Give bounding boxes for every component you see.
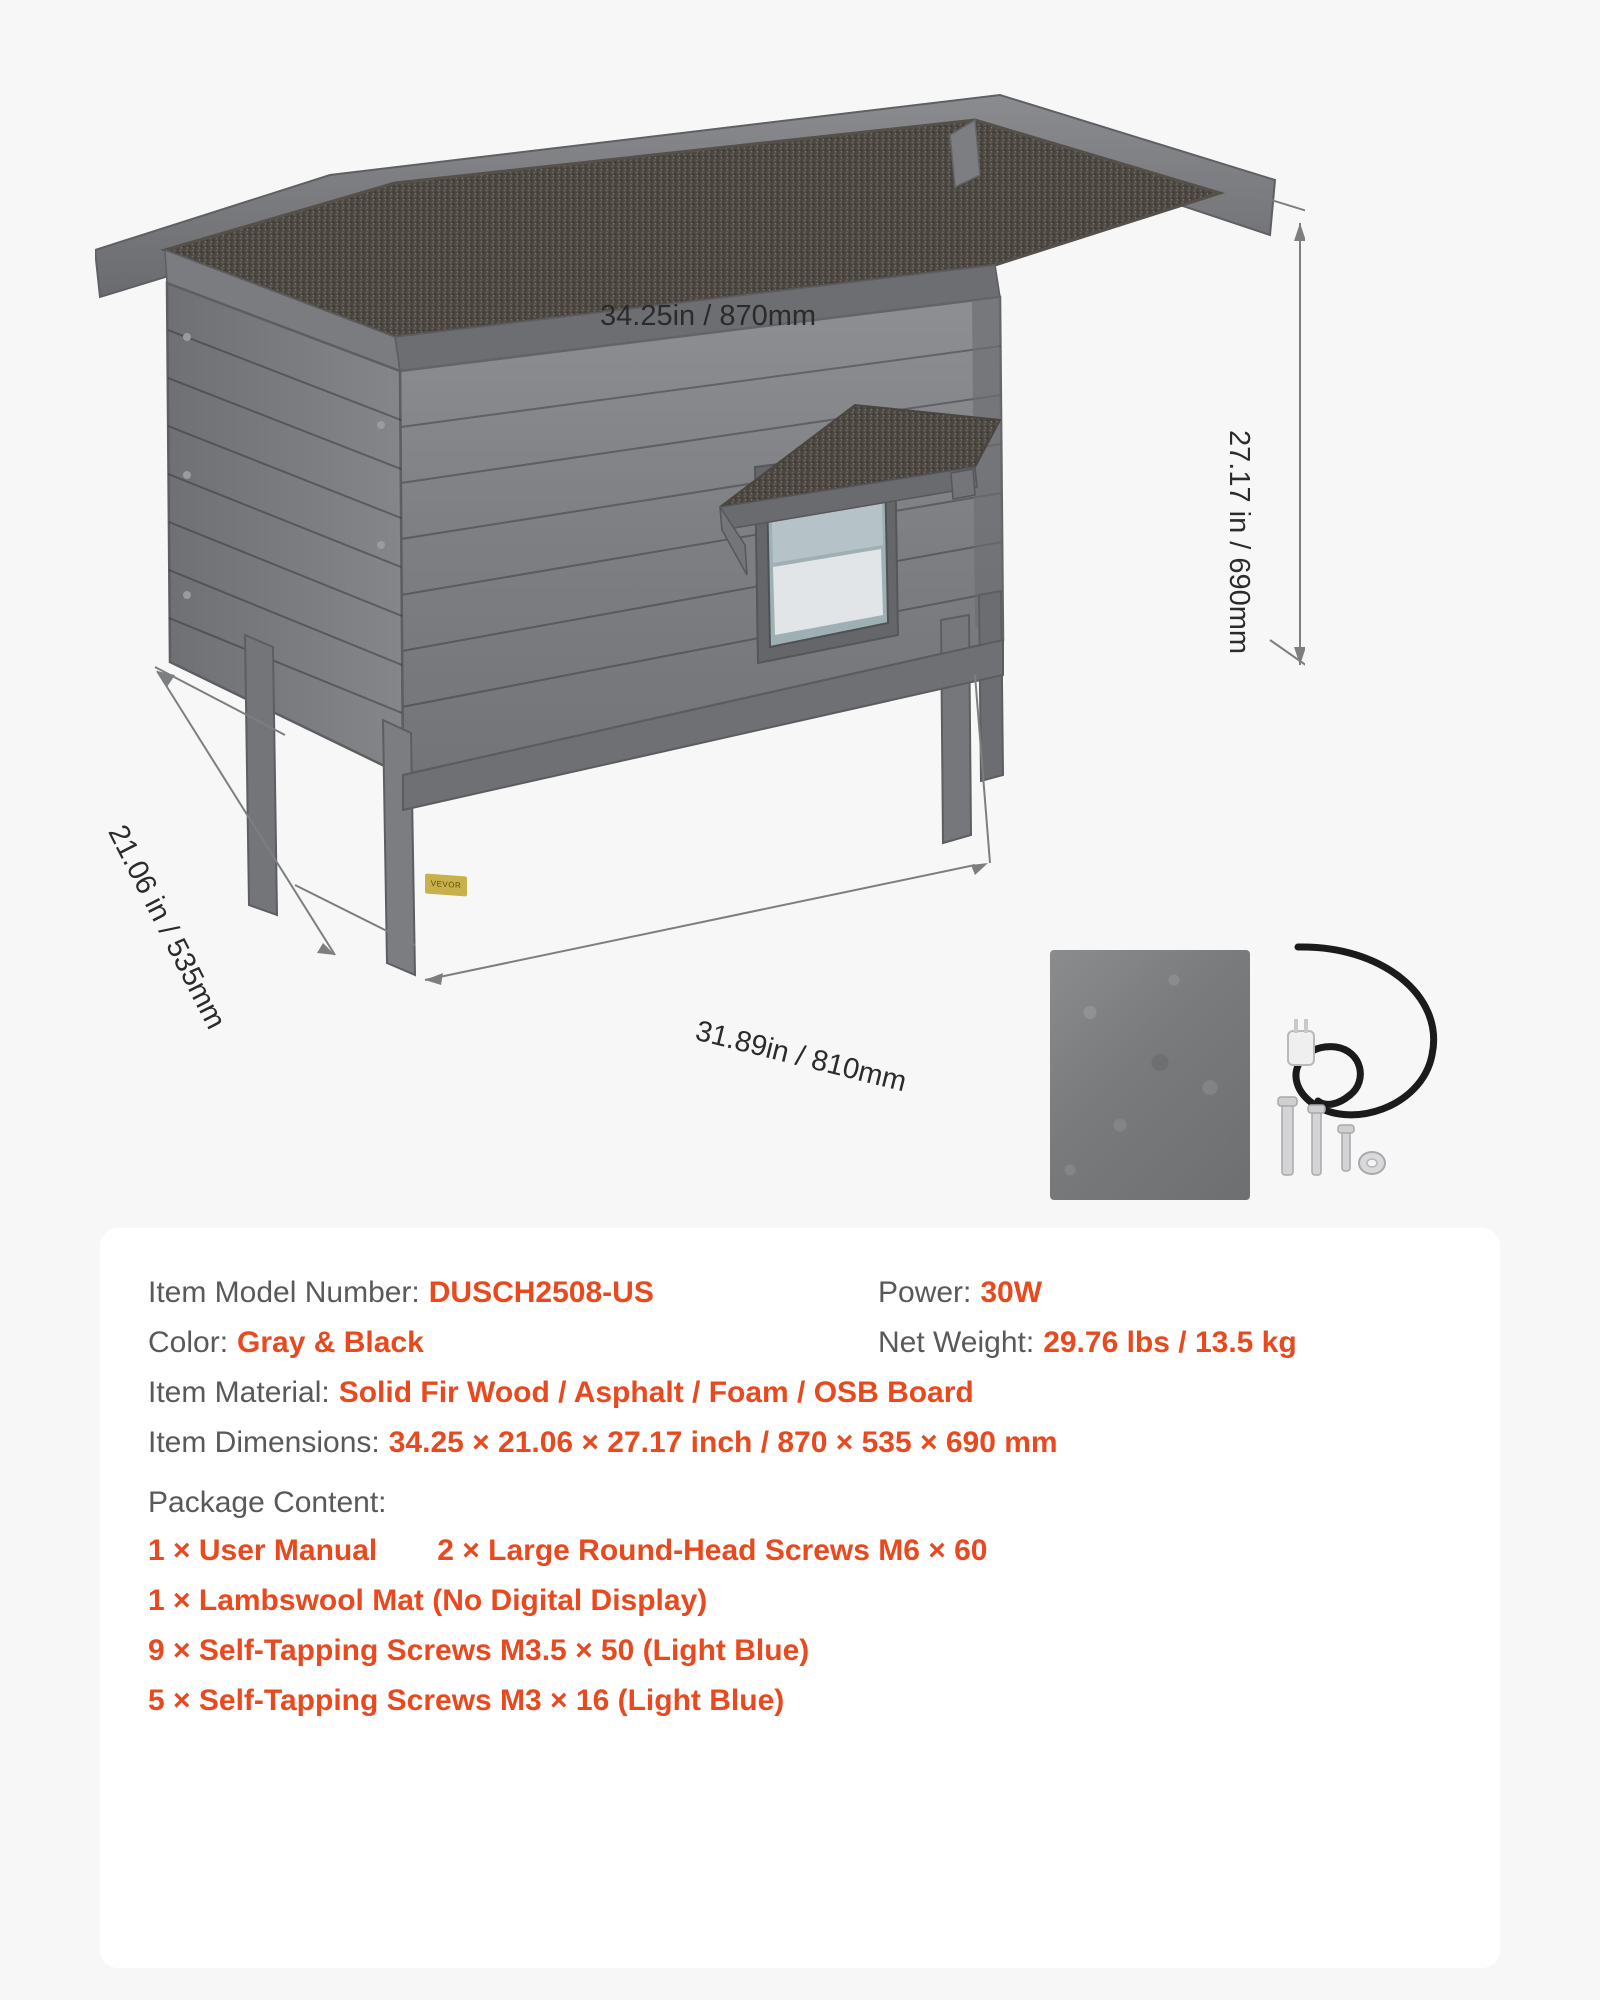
info-row-color-weight [148,1326,1452,1360]
package-item-self-tapping-m35: 9 × Self-Tapping Screws M3.5 × 50 (Light Blue) [148,1634,810,1667]
leg-back-right [979,591,1003,781]
dimension-width-label: 34.25in / 870mm [600,300,817,332]
value-dimensions: 34.25 × 21.06 × 27.17 inch / 870 × 535 × 690 mm [388,1426,1058,1459]
value-net-weight: 29.76 lbs / 13.5 kg [1043,1326,1297,1359]
door-awning-bracket-right [951,469,975,499]
package-line-3 [148,1634,1452,1668]
info-row-model-power [148,1276,1452,1310]
label-dimensions: Item Dimensions: [148,1426,380,1459]
label-net-weight: Net Weight: [878,1326,1035,1359]
value-material: Solid Fir Wood / Asphalt / Foam / OSB Board [338,1376,974,1409]
leg-back-left [245,635,277,915]
label-model-number: Item Model Number: [148,1276,420,1309]
dimension-depth-label: 21.06 in / 535mm [101,820,232,1035]
accessories-svg [1050,935,1490,1215]
front-wall [400,297,1003,775]
package-item-self-tapping-m3: 5 × Self-Tapping Screws M3 × 16 (Light Blue) [148,1684,785,1717]
brand-chip: VEVOR [425,874,467,897]
package-item-manual: 1 × User Manual [148,1534,378,1567]
dimension-height-label: 27.17 in / 690mm [1223,430,1255,655]
product-info-card [100,1228,1500,1968]
power-plug [1288,1031,1314,1065]
package-line-4 [148,1684,1452,1718]
cat-house-svg [95,75,1305,1075]
value-model-number: DUSCH2508-US [428,1276,654,1309]
power-cord [1296,947,1434,1115]
label-material: Item Material: [148,1376,330,1409]
package-line-1 [148,1534,1452,1568]
label-package-content: Package Content: [148,1486,387,1519]
info-row-dimensions [148,1426,1452,1460]
label-color: Color: [148,1326,229,1359]
dimension-length-label: 31.89in / 810mm [692,1015,910,1099]
value-color: Gray & Black [237,1326,424,1359]
info-row-material [148,1376,1452,1410]
right-corner-post [972,297,1003,640]
value-power: 30W [980,1276,1043,1309]
screw-long-1 [1278,1097,1297,1175]
screw-long-2 [1308,1105,1325,1175]
label-power: Power: [878,1276,972,1309]
package-item-lambswool-mat: 1 × Lambswool Mat (No Digital Display) [148,1584,708,1617]
screw-short [1338,1125,1354,1171]
package-item-round-head-screws: 2 × Large Round-Head Screws M6 × 60 [437,1534,988,1567]
washer [1359,1152,1385,1174]
package-line-2 [148,1584,1452,1618]
accessories-group [1050,935,1490,1215]
